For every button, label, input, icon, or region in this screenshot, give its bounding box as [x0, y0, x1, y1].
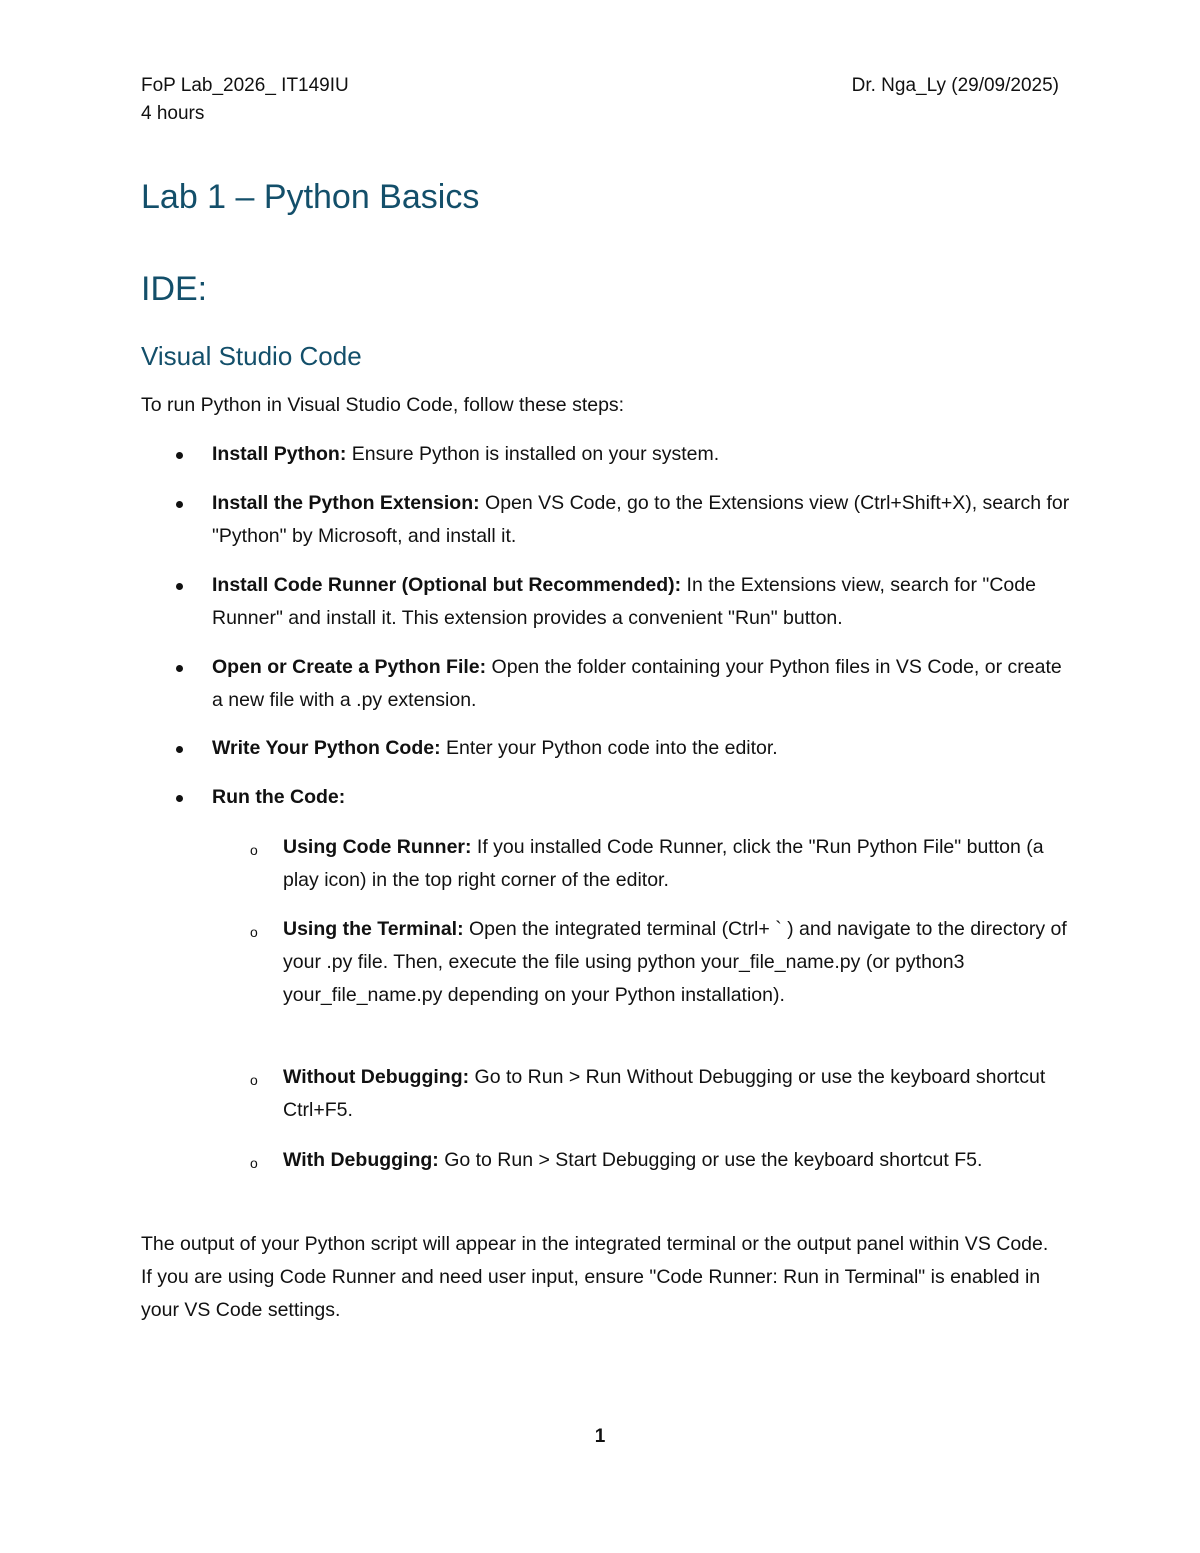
item-text: Go to Run > Start Debugging or use the keyboard shortcut F5.	[438, 1149, 983, 1171]
list-item	[212, 781, 1072, 814]
list-item	[212, 651, 1072, 717]
section-heading: IDE:	[141, 270, 208, 308]
item-label: Using the Terminal:	[283, 918, 464, 940]
item-text: In the Extensions view, search for "Code Runner" and install it. This extension provides a convenient "Run" button.	[212, 574, 1036, 629]
sub-list-item	[250, 1061, 1073, 1127]
sub-list-item	[250, 831, 1073, 897]
item-label: Install the Python Extension:	[212, 492, 480, 514]
item-text: Open the folder containing your Python files in VS Code, or create a new file with a .py extension.	[212, 656, 1062, 711]
list-item	[212, 487, 1072, 553]
subsection-heading: Visual Studio Code	[141, 341, 362, 371]
sub-list-item	[250, 1144, 1073, 1177]
circle-bullet-icon: o	[250, 1155, 258, 1171]
item-text: Go to Run > Run Without Debugging or use the keyboard shortcut Ctrl+F5.	[283, 1066, 1046, 1121]
bullet-icon	[176, 665, 183, 672]
circle-bullet-icon: o	[250, 924, 258, 940]
header-author-date: Dr. Nga_Ly (29/09/2025)	[851, 75, 1059, 96]
bullet-icon	[176, 746, 183, 753]
duration: 4 hours	[141, 103, 205, 124]
sub-list-item	[250, 913, 1073, 1012]
list-item	[212, 438, 1072, 471]
circle-bullet-icon: o	[250, 842, 258, 858]
list-item	[212, 732, 1072, 765]
item-text: If you installed Code Runner, click the "Run Python File" button (a play icon) in the top right corner of the editor.	[283, 836, 1044, 891]
circle-bullet-icon: o	[250, 1072, 258, 1088]
item-label: Open or Create a Python File:	[212, 656, 487, 678]
item-label: Install Code Runner (Optional but Recommended):	[212, 574, 682, 596]
course-code: FoP Lab_2026_ IT149IU	[141, 75, 349, 96]
bullet-icon	[176, 583, 183, 590]
item-text: Enter your Python code into the editor.	[440, 737, 778, 759]
list-item	[212, 569, 1072, 635]
item-label: Using Code Runner:	[283, 836, 472, 858]
item-text: Open the integrated terminal (Ctrl+ ` ) and navigate to the directory of your .py file. Then, execute the file using python your_file_name.py (or python3 your_file_name.py depending on your Python installation).	[283, 918, 1067, 1006]
intro-paragraph: To run Python in Visual Studio Code, follow these steps:	[141, 394, 625, 416]
bullet-icon	[176, 795, 183, 802]
item-label: Without Debugging:	[283, 1066, 470, 1088]
page-title: Lab 1 – Python Basics	[141, 178, 480, 216]
bullet-icon	[176, 501, 183, 508]
bullet-icon	[176, 452, 183, 459]
item-label: Write Your Python Code:	[212, 737, 441, 759]
item-label: Install Python:	[212, 443, 347, 465]
closing-paragraph: The output of your Python script will appear in the integrated terminal or the output panel within VS Code. If you are using Code Runner and need user input, ensure "Code Runner: Run in Terminal" is enabled in your VS Code settings.	[141, 1233, 1049, 1321]
item-label: Run the Code:	[212, 786, 346, 808]
item-label: With Debugging:	[283, 1149, 439, 1171]
page-number: 1	[594, 1426, 606, 1447]
header-left	[141, 72, 349, 128]
item-text: Open VS Code, go to the Extensions view (Ctrl+Shift+X), search for "Python" by Microsoft, and install it.	[212, 492, 1070, 547]
item-text: Ensure Python is installed on your system.	[346, 443, 720, 465]
